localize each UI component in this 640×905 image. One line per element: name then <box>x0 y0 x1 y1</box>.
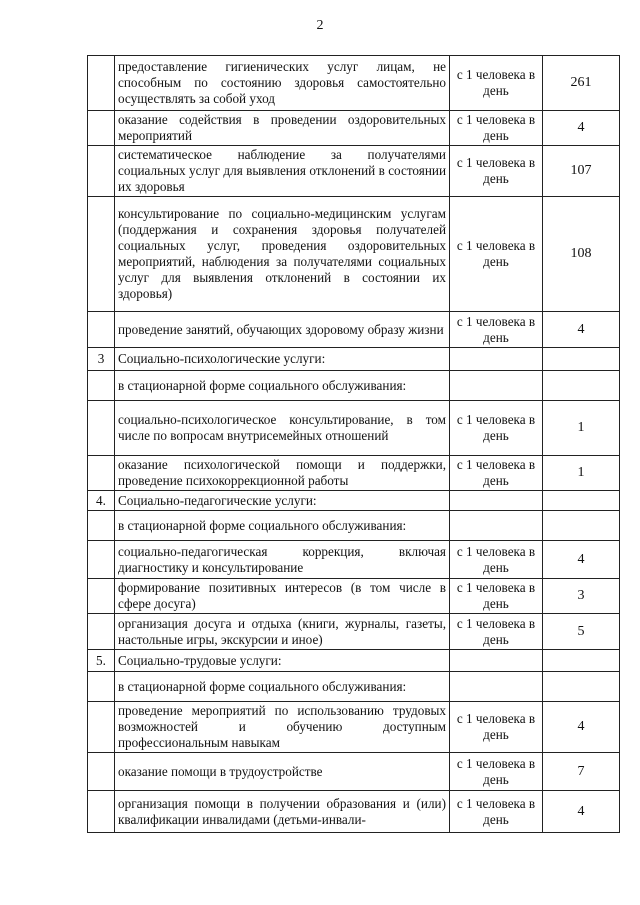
row-number <box>88 579 115 614</box>
unit-of-measure <box>450 371 543 401</box>
service-description: оказание помощи в трудоустройстве <box>115 753 450 791</box>
unit-of-measure <box>450 650 543 672</box>
service-description: социально-психологическое консультирование, в том числе по вопросам внутрисемейных отношений <box>115 401 450 456</box>
table-row <box>88 753 620 791</box>
service-value <box>543 348 620 371</box>
unit-of-measure: с 1 человека в день <box>450 791 543 833</box>
page-number: 2 <box>316 18 324 33</box>
table-row <box>88 56 620 111</box>
service-description: в стационарной форме социального обслуживания: <box>115 371 450 401</box>
row-number: 4. <box>88 491 115 511</box>
row-number <box>88 511 115 541</box>
row-number <box>88 541 115 579</box>
unit-of-measure: с 1 человека в день <box>450 312 543 348</box>
service-value: 5 <box>543 614 620 650</box>
unit-of-measure <box>450 491 543 511</box>
service-value <box>543 511 620 541</box>
row-number <box>88 672 115 702</box>
service-value: 4 <box>543 541 620 579</box>
table-row <box>88 197 620 312</box>
page-bottom-margin <box>87 884 619 905</box>
table-row <box>88 146 620 197</box>
table-row <box>88 401 620 456</box>
service-value <box>543 672 620 702</box>
service-value: 261 <box>543 56 620 111</box>
row-number <box>88 111 115 146</box>
service-value: 1 <box>543 456 620 491</box>
service-description: проведение мероприятий по использованию трудовых возможностей и обучению доступным профессиональным навыкам <box>115 702 450 753</box>
row-number <box>88 401 115 456</box>
service-value: 4 <box>543 312 620 348</box>
service-value: 107 <box>543 146 620 197</box>
service-description: оказание содействия в проведении оздоровительных мероприятий <box>115 111 450 146</box>
table-row <box>88 614 620 650</box>
row-number <box>88 371 115 401</box>
unit-of-measure <box>450 672 543 702</box>
table-row <box>88 111 620 146</box>
unit-of-measure: с 1 человека в день <box>450 753 543 791</box>
service-value: 4 <box>543 702 620 753</box>
unit-of-measure: с 1 человека в день <box>450 401 543 456</box>
service-value: 108 <box>543 197 620 312</box>
service-description: предоставление гигиенических услуг лицам, не способным по состоянию здоровья самостоятельно осуществлять за собой уход <box>115 56 450 111</box>
service-value: 4 <box>543 111 620 146</box>
unit-of-measure: с 1 человека в день <box>450 541 543 579</box>
table-row <box>88 491 620 511</box>
unit-of-measure: с 1 человека в день <box>450 702 543 753</box>
row-number: 5. <box>88 650 115 672</box>
row-number <box>88 456 115 491</box>
table-row <box>88 541 620 579</box>
unit-of-measure: с 1 человека в день <box>450 614 543 650</box>
service-value <box>543 650 620 672</box>
unit-of-measure: с 1 человека в день <box>450 456 543 491</box>
service-value <box>543 491 620 511</box>
service-description: проведение занятий, обучающих здоровому образу жизни <box>115 312 450 348</box>
row-number <box>88 791 115 833</box>
row-number: 3 <box>88 348 115 371</box>
service-description: оказание психологической помощи и поддержки, проведение психокоррекционной работы <box>115 456 450 491</box>
service-description: организация помощи в получении образования и (или) квалификации инвалидами (детьми-инвали- <box>115 791 450 833</box>
table-row <box>88 672 620 702</box>
table-row <box>88 650 620 672</box>
services-table <box>87 55 620 833</box>
table-row <box>88 702 620 753</box>
row-number <box>88 146 115 197</box>
table-row <box>88 791 620 833</box>
row-number <box>88 702 115 753</box>
service-description: формирование позитивных интересов (в том числе в сфере досуга) <box>115 579 450 614</box>
service-value: 1 <box>543 401 620 456</box>
service-value: 3 <box>543 579 620 614</box>
service-description: в стационарной форме социального обслуживания: <box>115 511 450 541</box>
row-number <box>88 312 115 348</box>
service-description: консультирование по социально-медицинским услугам (поддержания и сохранения здоровья получателей социальных услуг, проведения оздоровительных мероприятий, наблюдения за получателями социальных услуг для выявления отклонений в состоянии их здоровья) <box>115 197 450 312</box>
service-description: Социально-трудовые услуги: <box>115 650 450 672</box>
table-row <box>88 456 620 491</box>
row-number <box>88 56 115 111</box>
unit-of-measure: с 1 человека в день <box>450 56 543 111</box>
service-description: Социально-психологические услуги: <box>115 348 450 371</box>
service-description: социально-педагогическая коррекция, включая диагностику и консультирование <box>115 541 450 579</box>
unit-of-measure <box>450 348 543 371</box>
service-description: Социально-педагогические услуги: <box>115 491 450 511</box>
row-number <box>88 614 115 650</box>
table-row <box>88 511 620 541</box>
service-description: систематическое наблюдение за получателями социальных услуг для выявления отклонений в состоянии их здоровья <box>115 146 450 197</box>
service-value: 4 <box>543 791 620 833</box>
row-number <box>88 753 115 791</box>
service-value: 7 <box>543 753 620 791</box>
table-row <box>88 312 620 348</box>
table-row <box>88 348 620 371</box>
unit-of-measure: с 1 человека в день <box>450 197 543 312</box>
service-description: в стационарной форме социального обслуживания: <box>115 672 450 702</box>
service-value <box>543 371 620 401</box>
service-description: организация досуга и отдыха (книги, журналы, газеты, настольные игры, экскурсии и иное) <box>115 614 450 650</box>
unit-of-measure <box>450 511 543 541</box>
table-row <box>88 371 620 401</box>
unit-of-measure: с 1 человека в день <box>450 146 543 197</box>
row-number <box>88 197 115 312</box>
unit-of-measure: с 1 человека в день <box>450 111 543 146</box>
unit-of-measure: с 1 человека в день <box>450 579 543 614</box>
table-row <box>88 579 620 614</box>
